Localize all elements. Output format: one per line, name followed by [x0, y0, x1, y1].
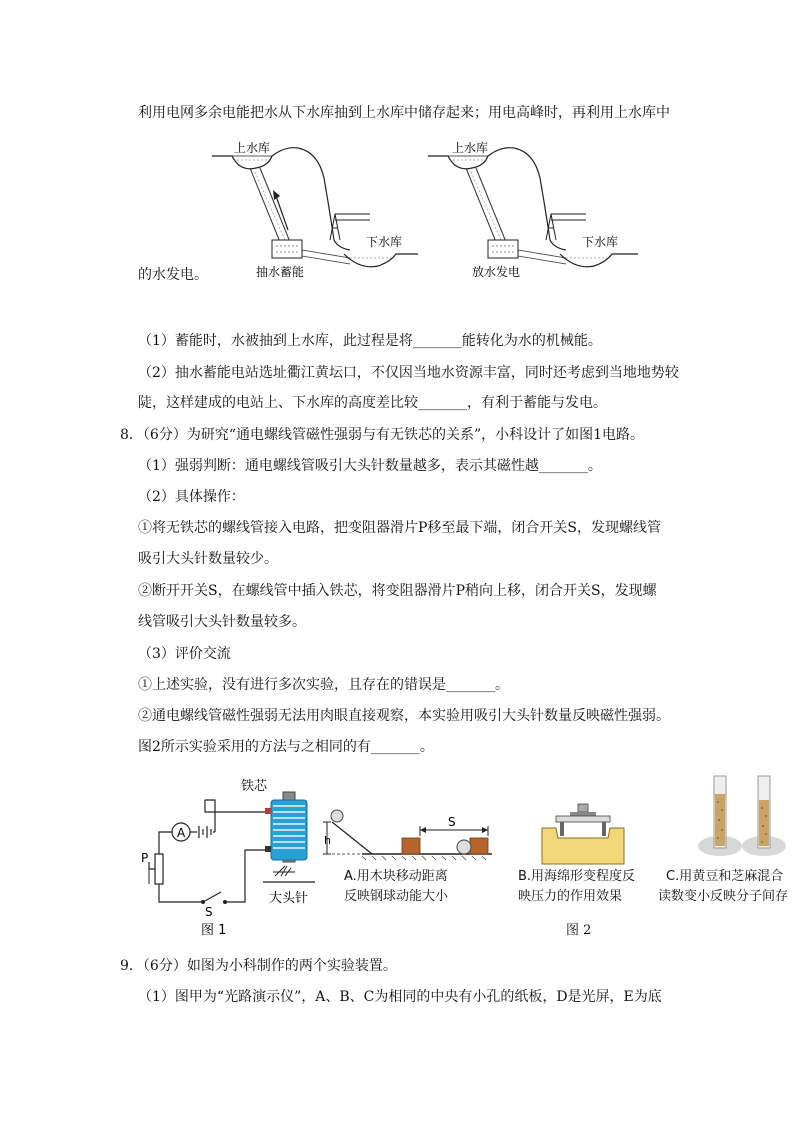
diagram-caption: 放水发电 — [472, 265, 521, 279]
diagram-caption: 抽水蓄能 — [256, 265, 305, 279]
text-line: 的水发电。 — [138, 267, 208, 283]
distance-s-label: S — [448, 815, 456, 829]
height-h-label: h — [324, 834, 331, 847]
figure-2c-tubes — [694, 772, 794, 862]
upper-reservoir-label: 上水库 — [452, 141, 489, 155]
question-8-2-step1: ①将无铁芯的螺线管接入电路，把变阻器滑片P移至最下端，闭合开关S，发现螺线管 — [138, 520, 662, 536]
question-8-2-step2-cont: 线管吸引大头针数量较多。 — [138, 614, 306, 630]
question-7-2-cont: 陡，这样建成的电站上、下水库的高度差比较_______，有利于蓄能与发电。 — [138, 395, 607, 411]
question-8-3-1: ①上述实验，没有进行多次实验，且存在的错误是_______。 — [138, 677, 509, 693]
figure-2b-label-line1: B.用海绵形变程度反 — [518, 869, 636, 884]
figure-2-caption: 图 2 — [566, 923, 592, 938]
switch-s-label: S — [205, 905, 213, 919]
question-8-1: （1）强弱判断：通电螺线管吸引大头针数量越多，表示其磁性越_______。 — [138, 458, 602, 474]
figure-2a-label-line2: 反映钢球动能大小 — [344, 889, 449, 904]
question-8-3-2: ②通电螺线管磁性强弱无法用肉眼直接观察，本实验用吸引大头针数量反映磁性强弱。 — [138, 708, 670, 724]
question-7-2: （2）抽水蓄能电站选址衢江黄坛口，不仅因当地水资源丰富，同时还考虑到当地地势较 — [138, 365, 679, 381]
figure-2c-label-line2: 读数变小反映分子间存 — [658, 889, 789, 904]
figure-2a-label-line1: A.用木块移动距离 — [344, 869, 448, 884]
question-8-2-step1-cont: 吸引大头针数量较少。 — [138, 551, 278, 567]
question-8-3-3: 图2所示实验采用的方法与之相同的有_______。 — [138, 739, 434, 755]
upper-reservoir-label: 上水库 — [234, 141, 271, 155]
lower-reservoir-label: 下水库 — [582, 235, 619, 249]
slider-p-label: P — [141, 851, 149, 865]
lower-reservoir-label: 下水库 — [366, 235, 403, 249]
release-generation-diagram — [426, 138, 640, 283]
text-line: 利用电网多余电能把水从下水库抽到上水库中储存起来；用电高峰时，再利用上水库中 — [138, 105, 670, 121]
figure-2c-label-line1: C.用黄豆和芝麻混合 — [666, 869, 784, 884]
question-9: 9．（6分）如图为小科制作的两个实验装置。 — [120, 958, 397, 974]
question-9-1: （1）图甲为“光路演示仪”，A、B、C为相同的中央有小孔的纸板，D是光屏，E为底 — [138, 989, 662, 1005]
pumped-storage-diagram — [210, 138, 420, 283]
question-8: 8．（6分）为研究“通电螺线管磁性强弱与有无铁芯的关系”，小科设计了如图1电路。 — [120, 427, 645, 443]
ammeter-label: A — [177, 826, 186, 840]
pins-label: 大头针 — [269, 891, 309, 906]
question-8-3: （3）评价交流 — [138, 646, 231, 662]
question-8-2-step2: ②断开开关S，在螺线管中插入铁芯，将变阻器滑片P稍向上移，闭合开关S，发现螺 — [138, 583, 657, 599]
figure-1-circuit — [135, 772, 335, 942]
question-7-1: （1）蓄能时，水被抽到上水库，此过程是将_______能转化为水的机械能。 — [138, 333, 602, 349]
iron-core-label: 铁芯 — [241, 779, 268, 794]
figure-1-caption: 图 1 — [201, 923, 227, 938]
figure-2b-label-line2: 映压力的作用效果 — [518, 889, 623, 904]
figure-2b-sponge — [538, 798, 628, 868]
question-8-2: （2）具体操作： — [138, 489, 245, 505]
